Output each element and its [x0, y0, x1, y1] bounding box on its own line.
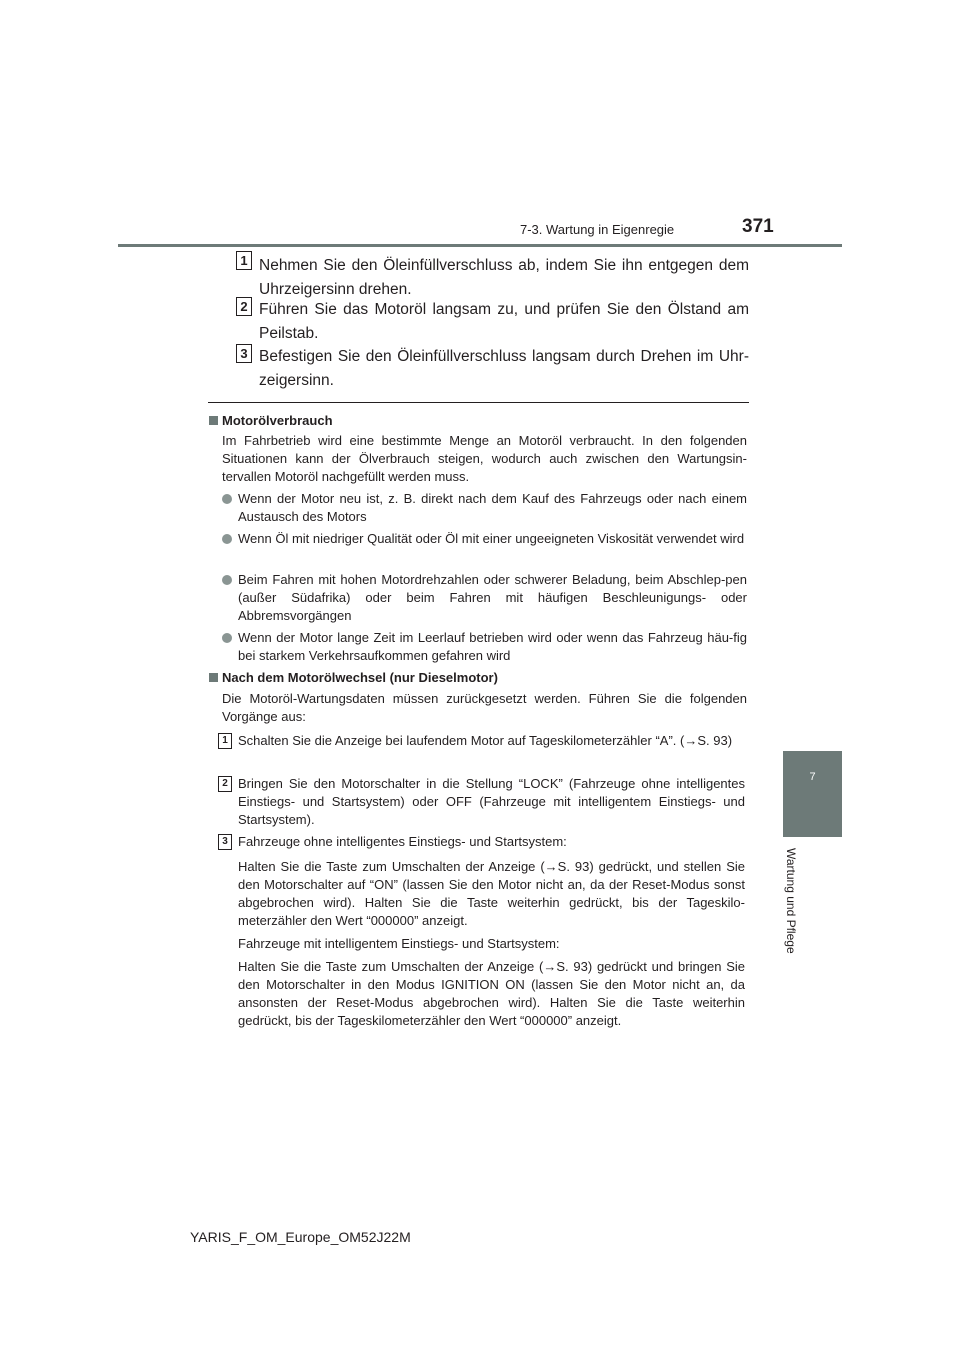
substep-2: Bringen Sie den Motorschalter in die Stellung “LOCK” (Fahrzeuge ohne intelligentes Einstiegs- und Startsystem) oder OFF (Fahrzeuge mit intelligentem Einstiegs- und Startsystem). — [238, 776, 745, 827]
section-title-text: Motorölverbrauch — [222, 413, 333, 428]
chapter-tab — [783, 751, 842, 837]
list-item: Wenn der Motor lange Zeit im Leerlauf betrieben wird oder wenn das Fahrzeug häu-fig bei starkem Verkehrsaufkommen gefahren wird — [222, 629, 747, 665]
header-section-title: 7-3. Wartung in Eigenregie — [520, 222, 675, 237]
section-title-motoroelverbrauch — [209, 413, 333, 428]
section-title-text: Nach dem Motorölwechsel (nur Dieselmotor) — [222, 670, 498, 685]
chapter-title: Wartung und Pflege — [784, 848, 798, 954]
step-number-box: 2 — [236, 297, 252, 316]
main-step-2: Führen Sie das Motoröl langsam zu, und prüfen Sie den Ölstand am Peilstab. — [259, 301, 749, 342]
section1-intro: Im Fahrbetrieb wird eine bestimmte Menge an Motoröl verbraucht. In den folgenden Situationen kann der Ölverbrauch steigen, wodurch auch zwischen den Wartungsin-tervallen Motoröl nachgefüllt werden muss. — [222, 433, 747, 484]
substep-3-paragraph-3: Halten Sie die Taste zum Umschalten der Anzeige (→S. 93) gedrückt und bringen Sie den Motorschalter in den Modus IGNITION ON (lassen Sie den Motor nicht an, da ansonsten der Reset-Modus abgebrochen wird). Halten Sie die Taste weiterhin gedrückt, bis der Tageskilometerzähler den Wert “000000” anzeigt. — [238, 959, 745, 1028]
main-step-3: Befestigen Sie den Öleinfüllverschluss langsam durch Drehen im Uhr-zeigersinn. — [259, 348, 749, 389]
section-title-nach-dem-motoroelwechsel — [209, 670, 498, 685]
substep-number-box: 1 — [218, 733, 232, 749]
step-number-box: 1 — [236, 251, 252, 270]
square-bullet-icon — [209, 416, 218, 425]
circle-bullet-icon — [222, 575, 232, 585]
section2-intro: Die Motoröl-Wartungsdaten müssen zurückgesetzt werden. Führen Sie die folgenden Vorgänge aus: — [222, 691, 747, 724]
substep-number-box: 3 — [218, 834, 232, 850]
step-number-box: 3 — [236, 344, 252, 363]
section-divider — [208, 402, 749, 403]
square-bullet-icon — [209, 673, 218, 682]
chapter-title-vertical — [780, 848, 806, 954]
substep-1: Schalten Sie die Anzeige bei laufendem Motor auf Tageskilometerzähler “A”. (→S. 93) — [238, 733, 733, 748]
circle-bullet-icon — [222, 534, 232, 544]
substep-3-paragraph-1: Halten Sie die Taste zum Umschalten der Anzeige (→S. 93) gedrückt, und stellen Sie den Motorschalter auf “ON” (lassen Sie den Motor nicht an, da der Reset-Modus sonst abgebrochen wird). Halten Sie die Taste weiterhin gedrückt, bis der Tageskilo-meterzähler den Wert “000000” anzeigt. — [238, 859, 745, 928]
substep-3: Fahrzeuge ohne intelligentes Einstiegs- und Startsystem: — [238, 834, 567, 849]
list-item: Beim Fahren mit hohen Motordrehzahlen oder schwerer Beladung, beim Abschlep-pen (außer Südafrika) oder beim Fahren mit häufigen Beschleunigungs- oder Abbremsvorgängen — [222, 571, 747, 625]
page-number: 371 — [742, 216, 774, 237]
list-item: Wenn Öl mit niedriger Qualität oder Öl mit einer ungeeigneten Viskosität verwendet wird — [222, 530, 747, 548]
substep-3-paragraph-2: Fahrzeuge mit intelligentem Einstiegs- und Startsystem: — [238, 936, 560, 951]
circle-bullet-icon — [222, 494, 232, 504]
chapter-number: 7 — [809, 771, 816, 783]
main-step-1: Nehmen Sie den Öleinfüllverschluss ab, indem Sie ihn entgegen dem Uhrzeigersinn drehen. — [259, 257, 749, 298]
substep-number-box: 2 — [218, 776, 232, 792]
document-id: YARIS_F_OM_Europe_OM52J22M — [190, 1229, 411, 1245]
circle-bullet-icon — [222, 633, 232, 643]
list-item: Wenn der Motor neu ist, z. B. direkt nach dem Kauf des Fahrzeugs oder nach einem Austausch des Motors — [222, 490, 747, 526]
header-divider — [118, 244, 842, 247]
